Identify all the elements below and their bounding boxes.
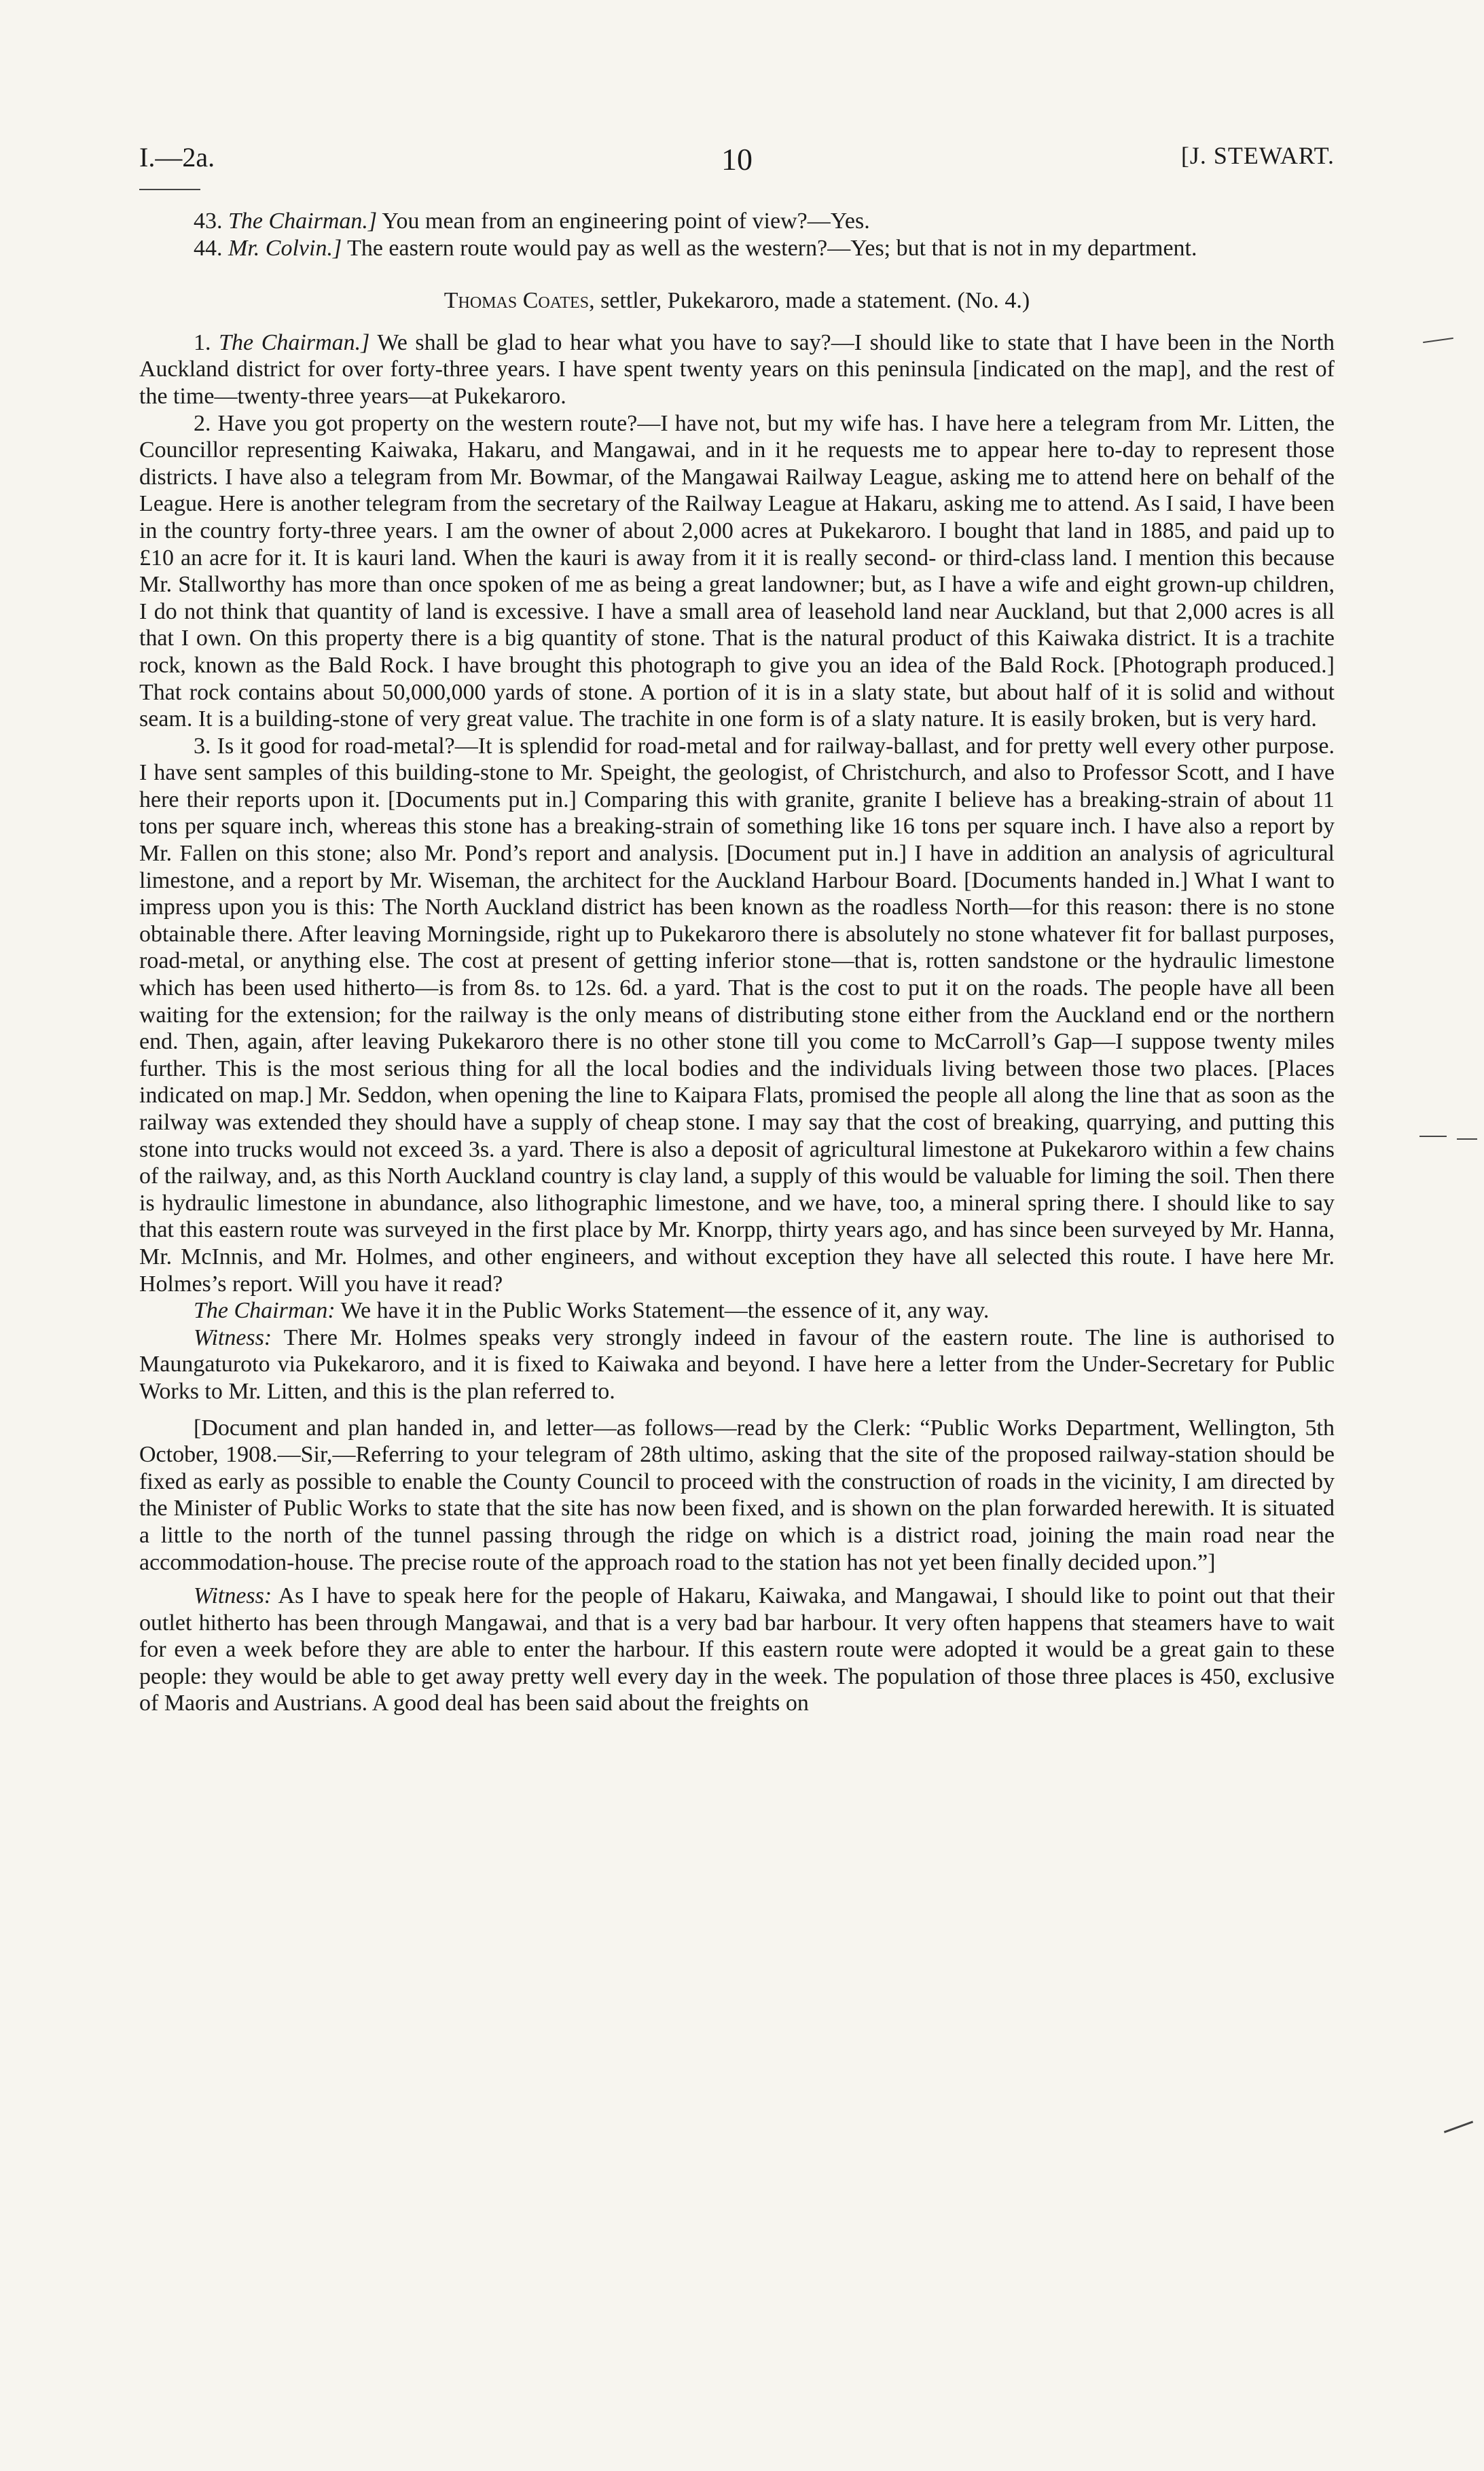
margin-mark (1444, 2121, 1473, 2133)
question-2 (139, 410, 1335, 733)
question-number: 1. (194, 329, 211, 355)
question-3 (139, 733, 1335, 1297)
spacer (139, 1576, 1335, 1583)
question-1 (139, 329, 1335, 410)
remark-text: As I have to speak here for the people of Hakaru, Kaiwaka, and Mangawai, I should like to point out that their outlet hitherto has been through Mangawai, and that is a very bad bar harbour. It very often happens that steamers have to wait for even a week before they are able to enter the harbour. If this eastern route were adopted it would be a great gain to these people: they would be able to get away pretty well every day in the week. The population of those three places is 450, exclusive of Maoris and Austrians. A good deal has been said about the freights on (139, 1583, 1335, 1716)
chairman-remark (139, 1297, 1335, 1324)
question-text: Is it good for road-metal?—It is splendid for road-metal and for railway-ballast, and for pretty well every other purpose. I have sent samples of this building-stone to Mr. Speight, the geologist, of Christchurch, and also to Professor Scott, and I have here their reports upon it. [Documents put in.] Comparing this with granite, granite I believe has a breaking-strain of about 11 tons per square inch, whereas this stone has a breaking-strain of something like 16 tons per square inch. I have also a report by Mr. Fallen on this stone; also Mr. Pond’s report and analysis. [Document put in.] I have in addition an analysis of agricultural limestone, and a report by Mr. Wiseman, the architect for the Auckland Harbour Board. [Documents handed in.] What I want to impress upon you is this: The North Auckland district has been known as the roadless North—for this reason: there is no stone obtainable there. After leaving Morningside, right up to Pukekaroro there is absolutely no stone whatever fit for ballast purposes, road-metal, or anything else. The cost at present of getting inferior stone—that is, rotten sandstone or the hydraulic limestone which has been used hitherto—is from 8s. to 12s. 6d. a yard. That is the cost to put it on the roads. The people have all been waiting for the extension; for the railway is the only means of distributing stone either from the Auckland end or the northern end. Then, again, after leaving Pukekaroro there is no other stone till you come to McCarroll’s Gap—I suppose twenty miles further. This is the most serious thing for all the local bodies and the individuals living between those two places. [Places indicated on map.] Mr. Seddon, when opening the line to Kaipara Flats, promised the people all along the line that as soon as the railway was extended they should have a supply of cheap stone. I may say that the cost of breaking, quarrying, and putting this stone into trucks would not exceed 3s. a yard. There is also a deposit of agricultural limestone at Pukekaroro within a few chains of the railway, and, as this North Auckland country is clay land, a supply of this would be valuable for liming the soil. Then there is hydraulic limestone in abundance, also lithographic limestone, and we have, too, a mineral spring there. I should like to say that this eastern route was surveyed in the first place by Mr. Knorpp, thirty years ago, and has since been surveyed by Mr. Hanna, Mr. McInnis, and Mr. Holmes, and other engineers, and without exception they have all selected this route. I have here Mr. Holmes’s report. Will you have it read? (139, 733, 1335, 1297)
margin-mark (1419, 1136, 1447, 1137)
question-number: 44. (194, 235, 223, 261)
question-number: 43. (194, 209, 223, 234)
question-number: 2. (194, 410, 211, 436)
margin-mark (1423, 338, 1453, 343)
page-number: 10 (721, 142, 753, 177)
document-body (139, 208, 1335, 1717)
speaker: The Chairman.] (219, 329, 370, 355)
question-text: We shall be glad to hear what you have to say?—I should like to state that I have been in the North Auckland district for over forty-three years. I have spent twenty years on this peninsula [indicated on the map], and the rest of the time—twenty-three years—at Pukekaroro. (139, 329, 1335, 409)
page-header (139, 141, 1335, 182)
spacer (139, 261, 1335, 287)
speaker: The Chairman: (194, 1298, 336, 1324)
remark-text: There Mr. Holmes speaks very strongly indeed in favour of the eastern route. The line is authorised to Maungaturoto via Pukekaroro, and it is fixed to Kaiwaka and beyond. I have here a letter from the Under-Secretary for Public Works to Mr. Litten, and this is the plan referred to. (139, 1324, 1335, 1404)
speaker: Witness: (194, 1324, 272, 1350)
header-rule (139, 189, 200, 190)
spacer (139, 1405, 1335, 1415)
question-text: The eastern route would pay as well as the western?—Yes; but that is not in my department. (342, 235, 1197, 261)
section-heading (139, 287, 1335, 314)
witness-name-header: [J. STEWART. (1180, 142, 1335, 169)
question-text: Have you got property on the western route?—I have not, but my wife has. I have here a telegram from Mr. Litten, the Councillor representing Kaiwaka, Hakaru, and Mangawai, and in it he requests me to appear here to-day to represent those districts. I have also a telegram from Mr. Bowmar, of the Mangawai Railway League, asking me to attend here on behalf of the League. Here is another telegram from the secretary of the Railway League at Hakaru, asking me to attend. As I said, I have been in the country forty-three years. I am the owner of about 2,000 acres at Pukekaroro. I bought that land in 1885, and paid up to £10 an acre for it. It is kauri land. When the kauri is away from it it is really second- or third-class land. I mention this because Mr. Stallworthy has more than once spoken of me as being a great landowner; but, as I have a wife and eight grown-up children, I do not think that quantity of land is excessive. I have a small area of leasehold land near Auckland, but that 2,000 acres is all that I own. On this property there is a big quantity of stone. That is the natural product of this Kaiwaka district. It is a trachite rock, known as the Bald Rock. I have brought this photograph to give you an idea of the Bald Rock. [Photograph produced.] That rock contains about 50,000,000 yards of stone. A portion of it is in a slaty state, but about half of it is solid and without seam. It is a building-stone of very great value. The trachite in one form is of a slaty nature. It is easily broken, but is very hard. (139, 410, 1335, 732)
spacer (139, 314, 1335, 329)
speaker: The Chairman.] (228, 209, 378, 234)
question-number: 3. (194, 733, 211, 759)
question-43 (139, 208, 1335, 235)
document-code: I.—2a. (139, 142, 215, 173)
document-letter: [Document and plan handed in, and letter—as follows—read by the Clerk: “Public Works Department, Wellington, 5th October, 1908.—Sir,—Referring to your telegram of 28th ultimo, asking that the site of the proposed railway-station should be fixed as early as possible to enable the County Council to proceed with the construction of roads in the vicinity, I am directed by the Minister of Public Works to state that the site has now been fixed, and is shown on the plan forwarded herewith. It is situated a little to the north of the tunnel passing through the ridge on which is a district road, joining the main road near the accommodation-house. The precise route of the approach road to the station has not yet been finally decided upon.”] (139, 1415, 1335, 1575)
witness-remark-1 (139, 1324, 1335, 1405)
remark-text: We have it in the Public Works Statement—the essence of it, any way. (335, 1298, 990, 1324)
heading-text: , settler, Pukekaroro, made a statement. (No. 4.) (589, 288, 1030, 314)
speaker: Mr. Colvin.] (228, 235, 342, 261)
question-44 (139, 235, 1335, 262)
question-text: You mean from an engineering point of view?—Yes. (377, 209, 870, 234)
witness-name: Thomas Coates (444, 288, 590, 314)
margin-mark (1457, 1138, 1477, 1140)
speaker: Witness: (194, 1583, 272, 1609)
witness-remark-2 (139, 1583, 1335, 1717)
